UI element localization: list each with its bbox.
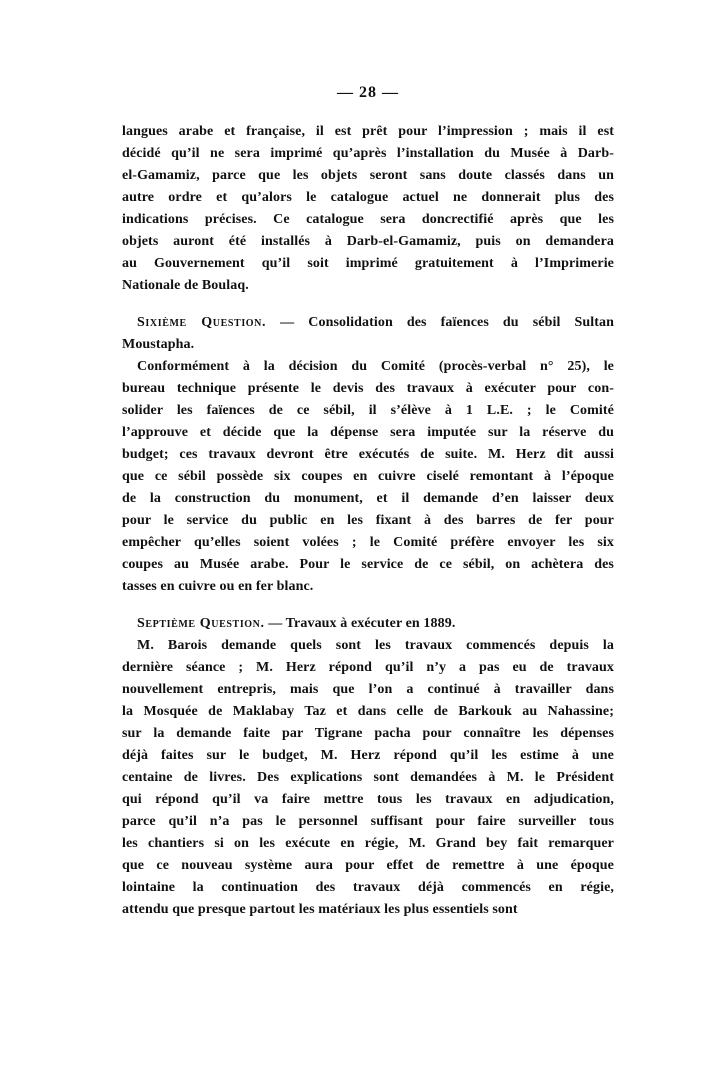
text-line: parce qu’il n’a pas le personnel suffisant pour faire surveiller tous — [122, 814, 614, 829]
text-block — [122, 121, 614, 921]
text-line: pour le service du public en les fixant à des barres de fer pour — [122, 513, 614, 528]
text-line: autre ordre et qu’alors le catalogue actuel ne donnerait plus des — [122, 190, 614, 205]
paragraph-sixieme-body — [122, 356, 614, 598]
heading-septieme-question — [122, 613, 614, 635]
text-line: empêcher qu’elles soient volées ; le Comité préfère envoyer les six — [122, 535, 614, 550]
text-line: qui répond qu’il va faire mettre tous les travaux en adjudication, — [122, 792, 614, 807]
text-line: coupes au Musée arabe. Pour le service de ce sébil, on achètera des — [122, 557, 614, 572]
text-line: Sixième Question. — Consolidation des faïences du sébil Sultan — [137, 315, 614, 330]
text-line: bureau technique présente le devis des travaux à exécuter pour con- — [122, 381, 614, 396]
text-line: que ce sébil possède six coupes en cuivre ciselé remontant à l’époque — [122, 469, 614, 484]
page-number: — 28 — — [337, 84, 399, 101]
text-line: Conformément à la décision du Comité (procès-verbal n° 25), le — [137, 359, 614, 374]
text-line: centaine de livres. Des explications sont demandées à M. le Président — [122, 770, 614, 785]
text-line: el-Gamamiz, parce que les objets seront sans doute classés dans un — [122, 168, 614, 183]
text-line: tasses en cuivre ou en fer blanc. — [122, 579, 314, 594]
text-line: déjà faites sur le budget, M. Herz répond qu’il les estime à une — [122, 748, 614, 763]
text-line: décidé qu’il ne sera imprimé qu’après l’installation du Musée à Darb- — [122, 146, 614, 161]
text-line: objets auront été installés à Darb-el-Gamamiz, puis on demandera — [122, 234, 614, 249]
text-line: attendu que presque partout les matériaux les plus essentiels sont — [122, 902, 518, 917]
text-line: l’approuve et décide que la dépense sera imputée sur la réserve du — [122, 425, 614, 440]
text-line: indications précises. Ce catalogue sera doncrectifié après que les — [122, 212, 614, 227]
small-caps-heading: Sixième Question. — [137, 315, 267, 330]
heading-sixieme-question — [122, 312, 614, 356]
text-line: que ce nouveau système aura pour effet de remettre à une époque — [122, 858, 614, 873]
text-line: de la construction du monument, et il demande d’en laisser deux — [122, 491, 614, 506]
text-line: Moustapha. — [122, 337, 195, 352]
text-line: langues arabe et française, il est prêt pour l’impression ; mais il est — [122, 124, 614, 139]
text-line: lointaine la continuation des travaux déjà commencés en régie, — [122, 880, 614, 895]
text-line: Septième Question. — Travaux à exécuter en 1889. — [137, 616, 456, 631]
text-line: les chantiers si on les exécute en régie, M. Grand bey fait remarquer — [122, 836, 614, 851]
text-line: M. Barois demande quels sont les travaux commencés depuis la — [137, 638, 614, 653]
text-line: nouvellement entrepris, mais que l’on a continué à travailler dans — [122, 682, 614, 697]
text-line: la Mosquée de Maklabay Taz et dans celle de Barkouk au Nahassine; — [122, 704, 614, 719]
text-line: budget; ces travaux devront être exécutés de suite. M. Herz dit aussi — [122, 447, 614, 462]
paragraph-septieme-body — [122, 635, 614, 921]
text-line: dernière séance ; M. Herz répond qu’il n’y a pas eu de travaux — [122, 660, 614, 675]
text-line: au Gouvernement qu’il soit imprimé gratuitement à l’Imprimerie — [122, 256, 614, 271]
text-line: Nationale de Boulaq. — [122, 278, 249, 293]
paragraph-catalogue-continuation — [122, 121, 614, 297]
text-line: solider les faïences de ce sébil, il s’élève à 1 L.E. ; le Comité — [122, 403, 614, 418]
small-caps-heading: Septième Question. — [137, 616, 265, 631]
text-line: sur la demande faite par Tigrane pacha pour connaître les dépenses — [122, 726, 614, 741]
